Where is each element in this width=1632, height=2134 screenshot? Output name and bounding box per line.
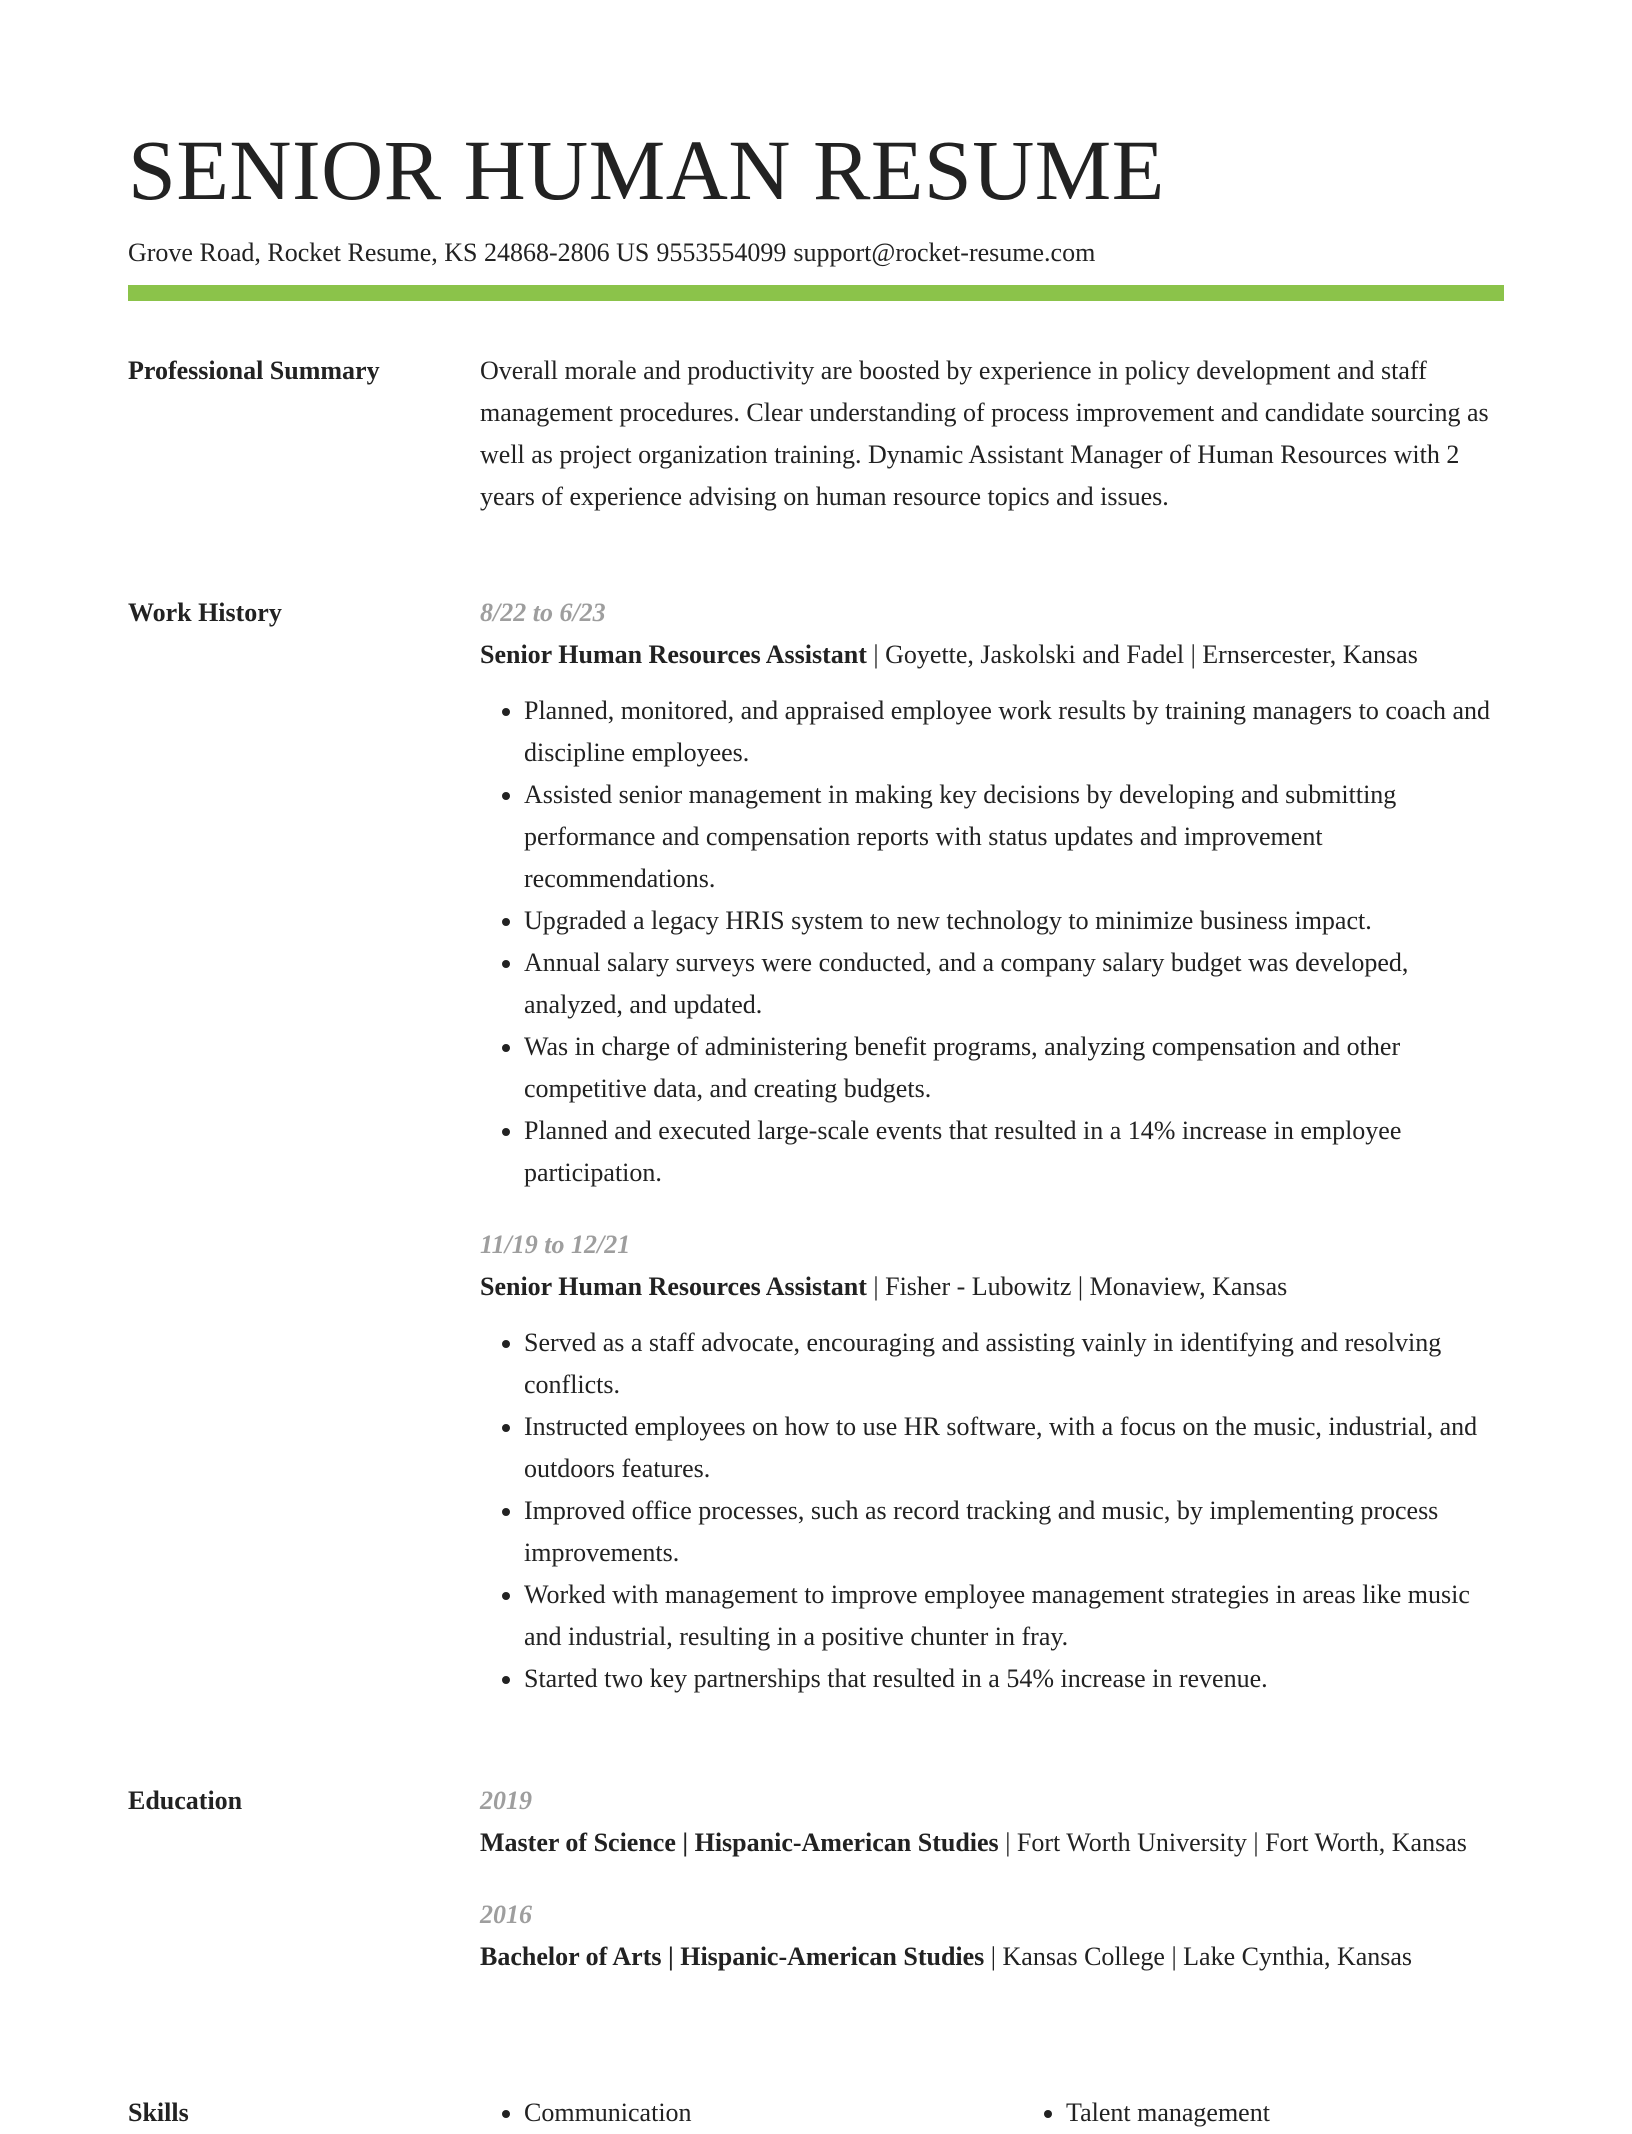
job-heading xyxy=(480,634,1504,676)
job-dates: 11/19 to 12/21 xyxy=(480,1230,631,1259)
section-heading-summary: Professional Summary xyxy=(128,356,380,385)
education-year: 2019 xyxy=(480,1786,532,1815)
degree-name: Master of Science | Hispanic-American Studies xyxy=(480,1828,999,1857)
job-bullet: • Planned, monitored, and appraised employee work results by training managers to coach and discipline employees. xyxy=(524,690,1504,774)
job-bullet: • Worked with management to improve employee management strategies in areas like music and industrial, resulting in a positive chunter in fray. xyxy=(524,1574,1504,1658)
job-entry xyxy=(480,1224,1504,1700)
skill-item: • Talent management xyxy=(1066,2092,1504,2134)
section-heading-education: Education xyxy=(128,1786,243,1815)
header-divider xyxy=(128,285,1504,301)
job-dates: 8/22 to 6/23 xyxy=(480,598,606,627)
skills-column xyxy=(1022,2092,1504,2134)
job-title: Senior Human Resources Assistant xyxy=(480,1272,867,1301)
job-bullets xyxy=(480,1322,1504,1700)
skill-item: • Communication xyxy=(524,2092,962,2134)
job-company-location: | Fisher - Lubowitz | Monaview, Kansas xyxy=(866,1272,1288,1301)
contact-line xyxy=(128,236,1504,270)
job-entry xyxy=(480,592,1504,1194)
education-year: 2016 xyxy=(480,1900,532,1929)
job-bullets xyxy=(480,690,1504,1194)
resume-header xyxy=(128,122,1504,270)
education-body xyxy=(480,1780,1504,1978)
job-heading xyxy=(480,1266,1504,1308)
job-bullet: • Started two key partnerships that resulted in a 54% increase in revenue. xyxy=(524,1658,1504,1700)
job-bullet: • Improved office processes, such as record tracking and music, by implementing process improvements. xyxy=(524,1490,1504,1574)
education-entry xyxy=(480,1894,1504,1978)
job-bullet: • Annual salary surveys were conducted, and a company salary budget was developed, analyzed, and updated. xyxy=(524,942,1504,1026)
job-title: Senior Human Resources Assistant xyxy=(480,640,867,669)
education-entry xyxy=(480,1780,1504,1864)
job-bullet: • Upgraded a legacy HRIS system to new technology to minimize business impact. xyxy=(524,900,1504,942)
school-location: | Fort Worth University | Fort Worth, Kansas xyxy=(998,1828,1467,1857)
job-bullet: • Planned and executed large-scale events that resulted in a 14% increase in employee participation. xyxy=(524,1110,1504,1194)
job-bullet: • Served as a staff advocate, encouraging and assisting vainly in identifying and resolving conflicts. xyxy=(524,1322,1504,1406)
contact-phone: 9553554099 xyxy=(656,238,787,267)
education-heading xyxy=(480,1936,1504,1978)
job-bullet: • Instructed employees on how to use HR software, with a focus on the music, industrial, and outdoors features. xyxy=(524,1406,1504,1490)
work-history-body xyxy=(480,592,1504,1700)
candidate-name: SENIOR HUMAN RESUME xyxy=(128,122,1165,218)
job-company-location: | Goyette, Jaskolski and Fadel | Ernsercester, Kansas xyxy=(866,640,1418,669)
education-heading xyxy=(480,1822,1504,1864)
skills-grid xyxy=(480,2092,1504,2134)
section-heading-work-history: Work History xyxy=(128,598,282,627)
degree-name: Bachelor of Arts | Hispanic-American Studies xyxy=(480,1942,985,1971)
section-heading-skills: Skills xyxy=(128,2098,189,2127)
job-bullet: • Assisted senior management in making key decisions by developing and submitting performance and compensation reports with status updates and improvement recommendations. xyxy=(524,774,1504,900)
school-location: | Kansas College | Lake Cynthia, Kansas xyxy=(984,1942,1413,1971)
job-bullet: • Was in charge of administering benefit programs, analyzing compensation and other competitive data, and creating budgets. xyxy=(524,1026,1504,1110)
summary-text: Overall morale and productivity are boosted by experience in policy development and staff management procedures. Clear understanding of process improvement and candidate sourcing as well as project organization training. Dynamic Assistant Manager of Human Resources with 2 years of experience advising on human resource topics and issues. xyxy=(480,356,1489,511)
contact-address: Grove Road, Rocket Resume, KS 24868-2806 US xyxy=(128,238,650,267)
skills-column xyxy=(480,2092,962,2134)
contact-email: support@rocket-resume.com xyxy=(793,238,1096,267)
skills-body xyxy=(480,2092,1504,2134)
